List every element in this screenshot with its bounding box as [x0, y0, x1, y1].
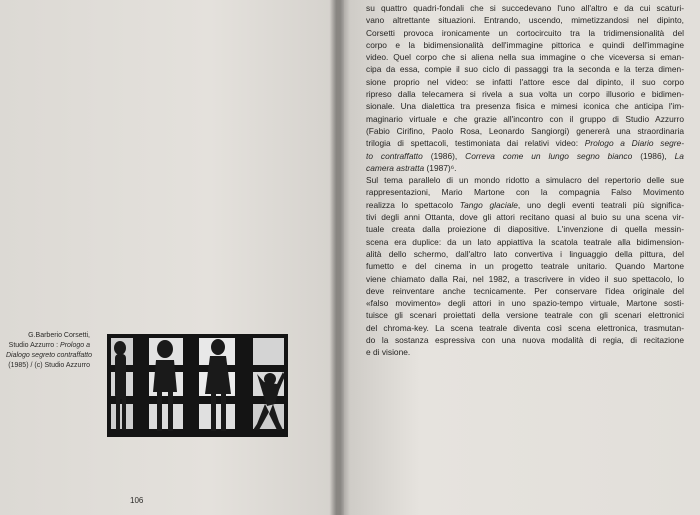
text-line — [366, 199, 684, 211]
caption-line-3-italic: Dialogo segreto contraffatto — [6, 352, 92, 359]
text-line: deve reinventare anche tecnicamente. Per conservare l'idea originale del — [366, 285, 684, 296]
text-line: vano altrettante situazioni. Entrando, uscendo, mimetizzandosi nel dipinto, — [366, 15, 684, 26]
caption-line-3 — [6, 351, 90, 361]
text-line: tuale creata dalla proiezione di diapositive. L'invenzione di quella messin- — [366, 224, 684, 235]
text-line: tuisce gli scenari proiettati della versione teatrale con gli scenari elettronici — [366, 310, 684, 321]
title-segment: Tango glaciale — [459, 199, 518, 210]
photo-caption — [6, 331, 90, 371]
text-line: do la sostanza espressiva con una nuova modalità di regia, di recitazione — [366, 335, 684, 346]
text-line: video. Quel corpo che si aliena nella sua immagine o che viceversa si eman- — [366, 52, 684, 63]
text-line — [366, 137, 684, 149]
text-line: fumetto e del cinema in un progetto teatrale unitario. Quando Martone — [366, 261, 684, 272]
text-line: rappresentazioni, Mario Martone con la compagnia Falso Movimento — [366, 187, 684, 198]
text-line: tivi degli anni Ottanta, dove gli attori recitano quasi al buio su una scena vir- — [366, 212, 684, 223]
caption-line-4: (1985) / (c) Studio Azzurro — [8, 362, 90, 369]
text-line: viene chiamato dalla Rai, nel 1982, a trascrivere in video il suo spettacolo, lo — [366, 273, 684, 284]
stage-photo — [107, 334, 288, 437]
caption-line-2-italic: Prologo a — [60, 342, 90, 349]
title-segment: to contraffatto — [366, 150, 423, 161]
text-segment: (1987)⁶. — [424, 162, 457, 173]
text-line — [366, 150, 684, 162]
text-line: maginario virtuale e che grazie all'incontro con il gruppo di Studio Azzurro — [366, 113, 684, 124]
paragraph-2 — [366, 174, 684, 358]
text-line: sionale. Una dialettica tra presenza fisica e mimesi iconica che anticipa l'im- — [366, 101, 684, 112]
text-line: scena era duplice: da un lato appiattiva la scatola teatrale alla bidimension- — [366, 236, 684, 247]
left-page — [0, 0, 340, 515]
caption-line-2 — [6, 341, 90, 351]
text-line: ripreso dalla telecamera si rivela a sua volta un corpo illusorio e bidimen- — [366, 89, 684, 100]
text-line: e di visione. — [366, 347, 411, 358]
title-segment: La — [674, 150, 684, 161]
caption-line-2-plain: Studio Azzurro : — [8, 342, 61, 349]
text-line: «falso movimento» degli attori in uno spazio-tempo virtuale, Martone sosti- — [366, 298, 684, 309]
text-segment: realizza lo spettacolo — [366, 199, 460, 210]
text-segment: trilogia di spettacoli, testimoniata dai relativi video: — [366, 138, 585, 149]
caption-line-1: G.Barberio Corsetti, — [28, 332, 90, 339]
text-line: alità dello schermo, dall'altro lato convertiva i linguaggio della pittura, del — [366, 248, 684, 259]
title-segment: camera astratta — [366, 162, 425, 173]
text-segment: , uno degli eventi teatrali più significa- — [517, 199, 684, 210]
stage-photo-image — [107, 334, 288, 437]
text-line: del chroma-key. La scena teatrale diventa così scena elettronica, trasmutan- — [366, 322, 684, 333]
text-line: su quattro quadri-fondali che si succedevano l'uno all'altro e da cui scaturi- — [366, 3, 684, 13]
text-line: sione proprio nel video: se infatti l'attore esce dal dipinto, il suo corpo — [366, 76, 684, 87]
body-text — [366, 2, 684, 359]
text-line: Corsetti provoca ironicamente un cortocircuito tra la tridimensionalità del — [366, 27, 684, 38]
page-number: 106 — [130, 496, 144, 505]
right-page — [340, 0, 700, 515]
text-line: cipa da essa, compie il suo ciclo di passaggi tra la seconda e la terza dimen- — [366, 64, 684, 75]
text-segment: (1986), — [632, 150, 675, 161]
title-segment: Correva come un lungo segno bianco — [465, 150, 633, 161]
text-line: corpo e la bidimensionalità dell'immagine pittorica e quindi dell'immagine — [366, 39, 684, 50]
text-line — [366, 162, 684, 174]
text-line: Sul tema parallelo di un mondo ridotto a simulacro del repertorio delle sue — [366, 175, 684, 186]
text-segment: (1986), — [422, 150, 466, 161]
title-segment: Prologo a Diario segre- — [584, 138, 684, 149]
paragraph-1 — [366, 2, 684, 174]
text-line: (Fabio Cirifino, Paolo Rosa, Leonardo Sangiorgi) genererà una straordinaria — [366, 125, 684, 136]
